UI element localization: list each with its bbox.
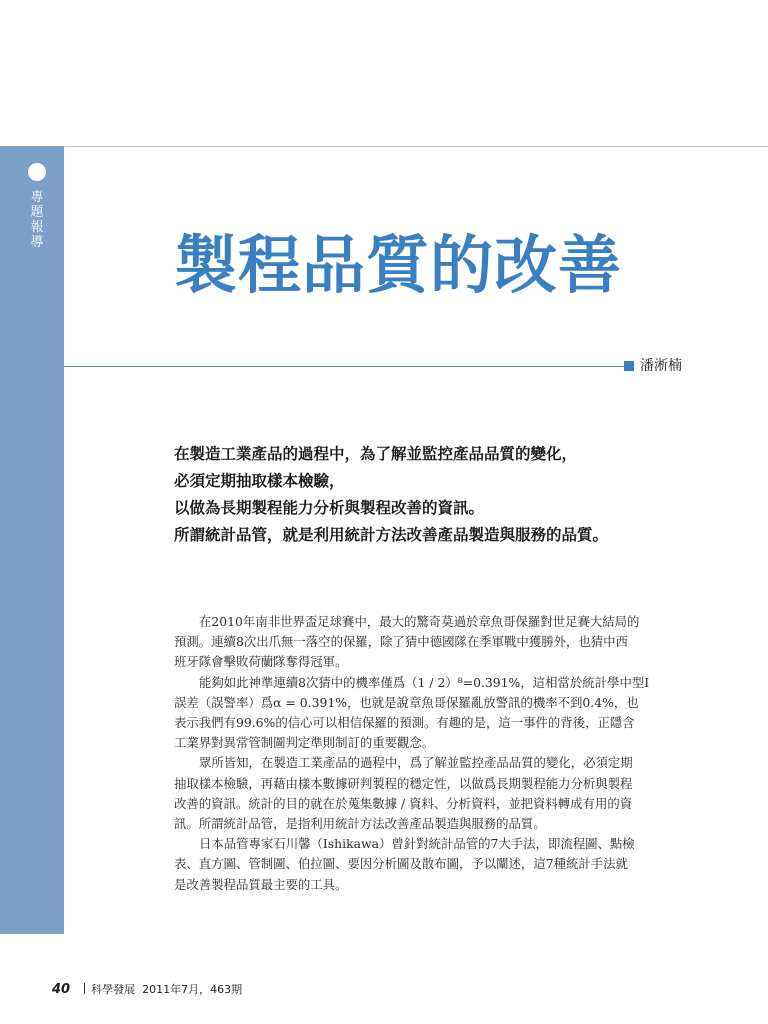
article-lead bbox=[174, 441, 694, 549]
page-number: 40 bbox=[52, 982, 71, 997]
body-line: 工業界對異常管制圖判定準則制訂的重要觀念。 bbox=[174, 735, 435, 751]
body-line: 抽取樣本檢驗，再藉由樣本數據研判製程的穩定性，以做爲長期製程能力分析與製程 bbox=[174, 775, 633, 791]
body-line: 改善的資訊。統計的目的就在於蒐集數據 / 資料、分析資料，並把資料轉成有用的資 bbox=[174, 795, 633, 811]
body-line: 在2010年南非世界盃足球賽中，最大的驚奇莫過於章魚哥保羅對世足賽大結局的 bbox=[199, 614, 640, 629]
top-rule bbox=[0, 146, 768, 147]
article-body bbox=[174, 612, 680, 895]
lead-line: 以做為長期製程能力分析與製程改善的資訊。 bbox=[174, 499, 485, 517]
publication-name: 科學發展 bbox=[91, 983, 136, 996]
section-sidebar bbox=[0, 146, 64, 934]
body-line: 能夠如此神準連續8次猜中的機率僅爲（1 / 2）⁸=0.391%，這相當於統計學中型I bbox=[199, 674, 650, 690]
body-line: 誤差（誤警率）爲α = 0.391%，也就是說章魚哥保羅亂放警訊的機率不到0.4%，也 bbox=[174, 694, 639, 710]
page-footer bbox=[52, 982, 242, 998]
body-line: 預測。連續8次出爪無一落空的保羅，除了猜中德國隊在季軍戰中獲勝外，也猜中西 bbox=[174, 634, 628, 650]
issue-info: 2011年7月，463期 bbox=[142, 983, 243, 996]
author-rule bbox=[64, 366, 624, 367]
body-line: 訊。所謂統計品管，是指利用統計方法改善產品製造與服務的品質。 bbox=[174, 816, 546, 832]
body-line: 班牙隊會擊敗荷蘭隊奪得冠軍。 bbox=[174, 654, 348, 670]
body-line: 表示我們有99.6%的信心可以相信保羅的預測。有趣的是，這一事件的背後，正隱含 bbox=[174, 715, 635, 731]
lead-line: 必須定期抽取樣本檢驗， bbox=[174, 472, 345, 490]
article-title: 製程品質的改善 bbox=[174, 229, 622, 302]
body-line: 是改善製程品質最主要的工具。 bbox=[174, 876, 348, 892]
footer-separator bbox=[84, 983, 85, 994]
body-line: 日本品管專家石川馨（Ishikawa）曾針對統計品管的7大手法，即流程圖、點檢 bbox=[199, 836, 635, 852]
lead-line: 在製造工業產品的過程中，為了解並監控產品品質的變化， bbox=[174, 445, 578, 463]
lead-line: 所謂統計品管，就是利用統計方法改善產品製造與服務的品質。 bbox=[174, 526, 609, 544]
section-label: 專題報導 bbox=[30, 190, 44, 250]
body-line: 表、直方圖、管制圖、伯拉圖、要因分析圖及散布圖，予以闡述，這7種統計手法就 bbox=[174, 856, 628, 872]
author-name: 潘淅楠 bbox=[640, 358, 682, 374]
author-marker bbox=[624, 361, 634, 371]
section-bullet-dot bbox=[28, 163, 46, 181]
body-line: 眾所皆知，在製造工業產品的過程中，爲了解並監控產品品質的變化，必須定期 bbox=[199, 755, 633, 771]
